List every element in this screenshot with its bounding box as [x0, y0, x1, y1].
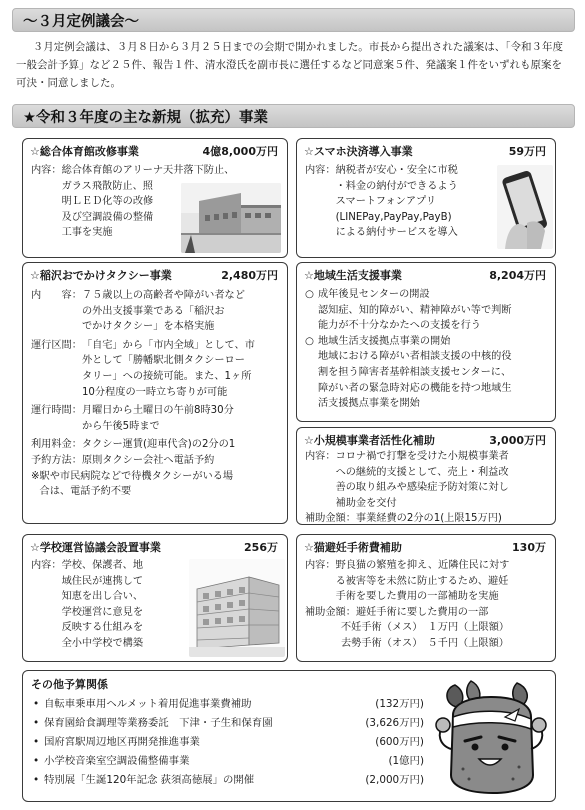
taxi-route-line: 10分程度の一時立ち寄りが可能: [81, 386, 228, 398]
list-item: • 国府宮駅周辺地区再開発推進事業 (600万円): [33, 736, 424, 749]
gym-line: 及び空調設備の整備: [61, 211, 154, 223]
taxi-route-line: タリー」への接続可能。また、1ヶ所: [81, 370, 252, 382]
other-item-name: 特別展「生誕120年記念 荻須高徳展」の開催: [44, 774, 255, 787]
smallbiz-amount: 3,000万円: [489, 434, 546, 447]
other-item-name: 保育園給食調理等業務委託 下津・子生和保育園: [44, 717, 273, 730]
community-support-box: [296, 262, 556, 422]
taxi-box: [22, 262, 288, 524]
smallbiz-content-label: 内容：: [305, 451, 336, 462]
school-line: 知恵を出し合い、: [61, 591, 144, 603]
school-title: ☆学校運営協議会設置事業: [30, 541, 161, 554]
cat-line: る被害等を未然に防止するため、避妊: [335, 575, 509, 587]
taxi-fare: 利用料金：タクシー運賃(迎車代含)の2分の1: [31, 439, 236, 451]
community-item2-line: 活支援拠点事業を開始: [318, 398, 420, 410]
payment-title: ☆スマホ決済導入事業: [304, 145, 413, 158]
payment-line: (LINEPay,PayPay,PayB): [335, 211, 452, 223]
payment-line: スマートフォンアプリ: [335, 196, 437, 208]
cat-neuter-box: [296, 534, 556, 662]
cat-male-subsidy: 去勢手術（オス） ５千円（上限額）: [341, 637, 509, 649]
payment-line: による納付サービスを導入: [335, 227, 458, 239]
circle-bullet-icon: ○: [305, 289, 314, 300]
taxi-content-line: でかけタクシー」を本格実施: [81, 321, 215, 333]
smallbiz-line: 補助金を交付: [335, 497, 397, 509]
smallbiz-subsidy: 補助金額：事業経費の2分の1(上限15万円): [305, 513, 502, 525]
circle-bullet-icon: ○: [305, 335, 314, 347]
gymnasium-photo: [181, 183, 281, 253]
list-item: • 特別展「生誕120年記念 荻須高徳展」の開催 (2,000万円): [33, 774, 424, 787]
taxi-hours-line: から午後5時まで: [81, 420, 160, 432]
community-item2-title: 地域生活支援拠点事業の開始: [318, 335, 451, 347]
small-business-box: [296, 427, 556, 525]
cat-subsidy-text: 避妊手術に要した費用の一部: [355, 606, 489, 618]
council-heading: ～３月定例議会～: [23, 14, 139, 30]
other-item-amount: (1億円): [388, 755, 424, 768]
community-item2-line: 障がい者の緊急時対応の機能を持つ地域生: [318, 382, 512, 394]
community-item1-title: 成年後見センターの開設: [318, 289, 430, 300]
payment-line: ・料金の納付ができるよう: [335, 180, 458, 192]
gym-title: ☆総合体育館改修事業: [30, 145, 139, 158]
taxi-note-line: 駅や市民病院などで待機タクシーがいる場: [39, 470, 234, 482]
gym-line: 明ＬＥＤ化等の改修: [61, 196, 154, 208]
taxi-route-label: 運行区間：: [31, 339, 82, 351]
smallbiz-line: への継続的支援として、売上・利益改: [335, 466, 509, 478]
community-title: ☆地域生活支援事業: [304, 269, 402, 282]
other-heading: その他予算関係: [31, 678, 108, 691]
cat-content-label: 内容：: [305, 560, 336, 571]
taxi-reservation: 予約方法：原則タクシー会社へ電話予約: [31, 454, 215, 466]
community-item2-line: 地域における障がい者相談支援の中核的役: [318, 351, 512, 363]
council-section-header: [12, 8, 575, 32]
smallbiz-line: 善の取り組みや感染症予防対策に対し: [335, 482, 509, 494]
taxi-title: ☆稲沢おでかけタクシー事業: [30, 269, 172, 282]
other-item-amount: (132万円): [375, 698, 424, 711]
payment-amount: 59万円: [508, 145, 546, 158]
taxi-content-label: 内 容：: [31, 290, 82, 301]
community-item1-line: 能力が不十分なかたへの支援を行う: [318, 320, 481, 332]
taxi-hours-line: 月曜日から土曜日の午前8時30分: [81, 405, 234, 417]
gym-content-label: 内容：: [31, 165, 62, 176]
taxi-content-line: ７５歳以上の高齢者や障がい者など: [81, 290, 245, 301]
school-building-photo: [189, 559, 285, 657]
school-amount: 256万: [244, 541, 278, 554]
taxi-hours-label: 運行時間：: [31, 405, 82, 417]
other-item-name: 小学校音楽室空調設備整備事業: [44, 755, 190, 768]
taxi-route-line: 外として「勝幡駅北側タクシーロー: [81, 355, 245, 367]
cat-line: 手術を要した費用の一部補助を実施: [335, 591, 499, 603]
taxi-route-line: 「自宅」から「市内全域」として、市: [81, 339, 255, 351]
cat-subsidy-label: 補助金額：: [305, 606, 356, 618]
taxi-note-mark: ※: [31, 470, 40, 482]
other-item-name: 国府宮駅周辺地区再開発推進事業: [44, 736, 200, 749]
school-council-box: [22, 534, 288, 662]
list-item: • 保育園給食調理等業務委託 下津・子生和保育園 (3,626万円): [33, 717, 424, 730]
school-line: 域住民が連携して: [61, 575, 144, 587]
cat-title: ☆猫避妊手術費補助: [304, 541, 402, 554]
cat-line: 野良猫の繁殖を抑え、近隣住民に対す: [335, 560, 510, 571]
gym-line: 工事を実施: [61, 227, 113, 239]
community-item1-line: 認知症、知的障がい、精神障がい等で判断: [318, 304, 512, 316]
cat-amount: 130万: [512, 541, 546, 554]
projects-section-header: [12, 104, 575, 128]
payment-content-label: 内容：: [305, 165, 336, 176]
mascot-illustration: [435, 679, 547, 797]
other-budget-box: [22, 670, 556, 802]
taxi-note-line: 合は、電話予約不要: [39, 486, 132, 498]
council-summary: ３月定例会議は、３月８日から３月２５日までの会期で開かれました。市長から提出された議案は、「令和３年度一般会計予算」など２５件、報告１件、清水澄氏を副市長に選任するなど同意案５件、発議案１件をいずれも原案を可決・同意しました。: [16, 41, 564, 89]
smallbiz-title: ☆小規模事業者活性化補助: [304, 434, 435, 447]
smartphone-photo: [497, 165, 553, 249]
gym-amount: 4億8,000万円: [202, 145, 278, 158]
other-item-name: 自転車乗車用ヘルメット着用促進事業費補助: [44, 698, 252, 711]
taxi-content-line: の外出支援事業である「稲沢お: [81, 305, 225, 317]
cat-female-subsidy: 不妊手術（メス） １万円（上限額）: [341, 622, 510, 634]
payment-line: 納税者が安心・安全に市税: [335, 165, 458, 176]
other-item-amount: (600万円): [375, 736, 424, 749]
community-item2-line: 割を担う障害者基幹相談支援センターに、: [318, 366, 512, 378]
school-line: 学校、保護者、地: [61, 560, 144, 571]
community-amount: 8,204万円: [489, 269, 546, 282]
other-item-amount: (3,626万円): [365, 717, 424, 730]
gym-renovation-box: [22, 138, 288, 258]
taxi-amount: 2,480万円: [221, 269, 278, 282]
school-line: 全小中学校で構築: [61, 637, 144, 649]
school-line: 反映する仕組みを: [61, 622, 144, 634]
school-content-label: 内容：: [31, 560, 62, 571]
mobile-payment-box: [296, 138, 556, 258]
gym-line: 総合体育館のアリーナ天井落下防止、: [61, 165, 235, 176]
gym-line: ガラス飛散防止、照: [61, 180, 153, 192]
projects-heading: ★令和３年度の主な新規（拡充）事業: [23, 110, 268, 126]
list-item: • 小学校音楽室空調設備整備事業 (1億円): [33, 755, 424, 768]
smallbiz-line: コロナ禍で打撃を受けた小規模事業者: [335, 451, 509, 462]
other-item-amount: (2,000万円): [365, 774, 424, 787]
list-item: • 自転車乗車用ヘルメット着用促進事業費補助 (132万円): [33, 698, 424, 711]
school-line: 学校運営に意見を: [61, 606, 144, 618]
